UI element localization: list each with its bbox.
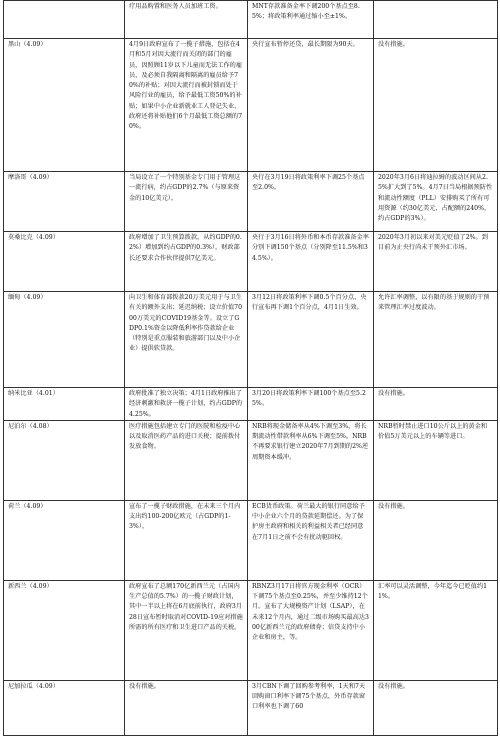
monetary-measures-cell: MNT存款准备金率下调200个基点至8.5%；将政策利率通过缩小至±1%。	[248, 1, 374, 39]
fiscal-measures-cell: 当局设立了一个特别基金专门用于管理这一流行病，约占GDP的2.7%（与原来资金的10亿美元）。	[125, 172, 248, 232]
macro-measures-cell: NRB暂时禁止进口10公斤以上的黄金和价值5万美元以上的车辆等进口。	[374, 420, 498, 500]
monetary-measures-cell: 3月CBN下调了回购参考利率，1天和7天回购窗口利率下调75个基点，外币存款窗口利率也下调了60	[248, 680, 374, 735]
table-row	[4, 232, 498, 292]
country-cell: 纳米比亚（4.01）	[4, 388, 125, 421]
country-cell: 尼泊尔（4.08）	[4, 420, 125, 500]
monetary-measures-cell: 央行宣布暂停还贷，最长期限为90天。	[248, 39, 374, 172]
country-cell: 黑山（4.09）	[4, 39, 125, 172]
table-row	[4, 39, 498, 172]
fiscal-measures-cell: 向卫生和体育部拨款20万美元用于与卫生有关的额外支出；延迟纳税；设立价值7000万美元的COVID19基金等。设立了GDP0.1%资金以降低利率作贷款给企业（特别是重点服装和旅游部门以及中小企业）提供软贷款。	[125, 292, 248, 388]
table-row	[4, 580, 498, 680]
fiscal-measures-cell: 宣布了一揽子财政措施，在未来三个月内支出约100-200亿欧元（占GDP的1-3%）。	[125, 500, 248, 580]
country-cell: 摩洛哥（4.09）	[4, 172, 125, 232]
country-cell: 荷兰（4.09）	[4, 500, 125, 580]
monetary-measures-cell: RBNZ3月17日将官方现金利率（OCR）下调75个基点至0.25%，并至少维持12个月。宣布了大规模资产计划（LSAP），在未来12个月内，通过二级市场购买最高达300亿新西兰元的政府债券；信贷支持中小企业和房主，等。	[248, 580, 374, 680]
country-cell	[4, 1, 125, 39]
table-row	[4, 680, 498, 735]
macro-measures-cell: 没有措施。	[374, 500, 498, 580]
country-cell: 新西兰（4.09）	[4, 580, 125, 680]
macro-measures-cell: 没有措施。	[374, 680, 498, 735]
macro-measures-cell: 汇率可以灵活调整，今年迄今已贬值约11%。	[374, 580, 498, 680]
country-cell: 莫桑比克（4.09）	[4, 232, 125, 292]
country-cell: 缅甸（4.09）	[4, 292, 125, 388]
country-cell: 尼加拉瓜（4.09）	[4, 680, 125, 735]
fiscal-measures-cell: 政府宣布了总额170亿新西兰元（占国内生产总值的5.7%）的一揽子财政计划，其中一半以上将在6月底前执行，政府3月28日宣布暂时取消对COVID-19应对措施所需的所有医疗和卫生进口产品的关税。	[125, 580, 248, 680]
monetary-measures-cell: 央行于3月16日将外币和本币存款准备金率分别下调150个基点（分别降至11.5%和34.5%）。	[248, 232, 374, 292]
policy-response-table	[3, 0, 498, 736]
macro-measures-cell	[374, 1, 498, 39]
fiscal-measures-cell: 没有措施。	[125, 680, 248, 735]
table-row	[4, 500, 498, 580]
monetary-measures-cell: NRB将现金储备率从4%下调至3%，将长期流动性借款利率从6%下调至5%。NRB不再要求银行建立2020年7月到期的2%逆周期资本缓冲。	[248, 420, 374, 500]
macro-measures-cell: 允许汇率调整，以有限的基于规则的干预来管理汇率过度波动。	[374, 292, 498, 388]
fiscal-measures-cell: 4月9日政府宣布了一揽子措施，包括在4月和5月对因大流行而关闭的部门的雇员，因照顾11岁以下儿童而无法工作的雇员，及必须自我隔离和隔离的雇员给予70%的补贴；对因大流行而被封锁而处于风险行业的雇员，给予最低工资50%的补贴；如果中小企业新就业工人登记失业，政府还将补贴他们6个月最低工资总额的70%。	[125, 39, 248, 172]
table-row	[4, 1, 498, 39]
monetary-measures-cell: 3月12日将政策利率下调0.5个百分点，央行宣布再下调1个百分点，4月1日生效。	[248, 292, 374, 388]
fiscal-measures-cell: 政府批准了独立决策；4月1日政府推出了经济刺激和救济一揽子计划，约占GDP的4.25%。	[125, 388, 248, 421]
fiscal-measures-cell: 疗用品购置和医务人员加班工资。	[125, 1, 248, 39]
table-row	[4, 420, 498, 500]
table-row	[4, 292, 498, 388]
fiscal-measures-cell: 政府增加了卫生预算拨款，从约GDP的0.2%）增加到约占GDP的0.3%），财政部长还要求合作伙伴提供7亿美元。	[125, 232, 248, 292]
table-row	[4, 388, 498, 421]
monetary-measures-cell: 央行在3月19日将政策利率下调25个基点至2.0%。	[248, 172, 374, 232]
fiscal-measures-cell: 医疗措施包括建立专门的医院和检疫中心以及取消医药产品的进口关税；提前拨付发放食物。	[125, 420, 248, 500]
macro-measures-cell: 没有措施。	[374, 388, 498, 421]
macro-measures-cell: 没有措施。	[374, 39, 498, 172]
table-row	[4, 172, 498, 232]
macro-measures-cell: 2020年3月初以来对美元贬值了2%。到目前为止央行尚未干预外汇市场。	[374, 232, 498, 292]
monetary-measures-cell: 3月20日将政策利率下调100个基点至5.25%。	[248, 388, 374, 421]
macro-measures-cell: 2020年3月6日将迪拉姆的波动区间从2.5%扩大到了5%。4月7日当局根据预防性和流动性额度（PLL）安排购买了所有可用资源（约30亿美元，占配额的240%，约占GDP的3%）。	[374, 172, 498, 232]
monetary-measures-cell: ECB货币政策。荷兰最大的银行同意给予中小企业六个月的贷款延期偿还。为了保护房主政府和相关的利益相关者已经同意在7月1日之前不会有扰动驱回权。	[248, 500, 374, 580]
